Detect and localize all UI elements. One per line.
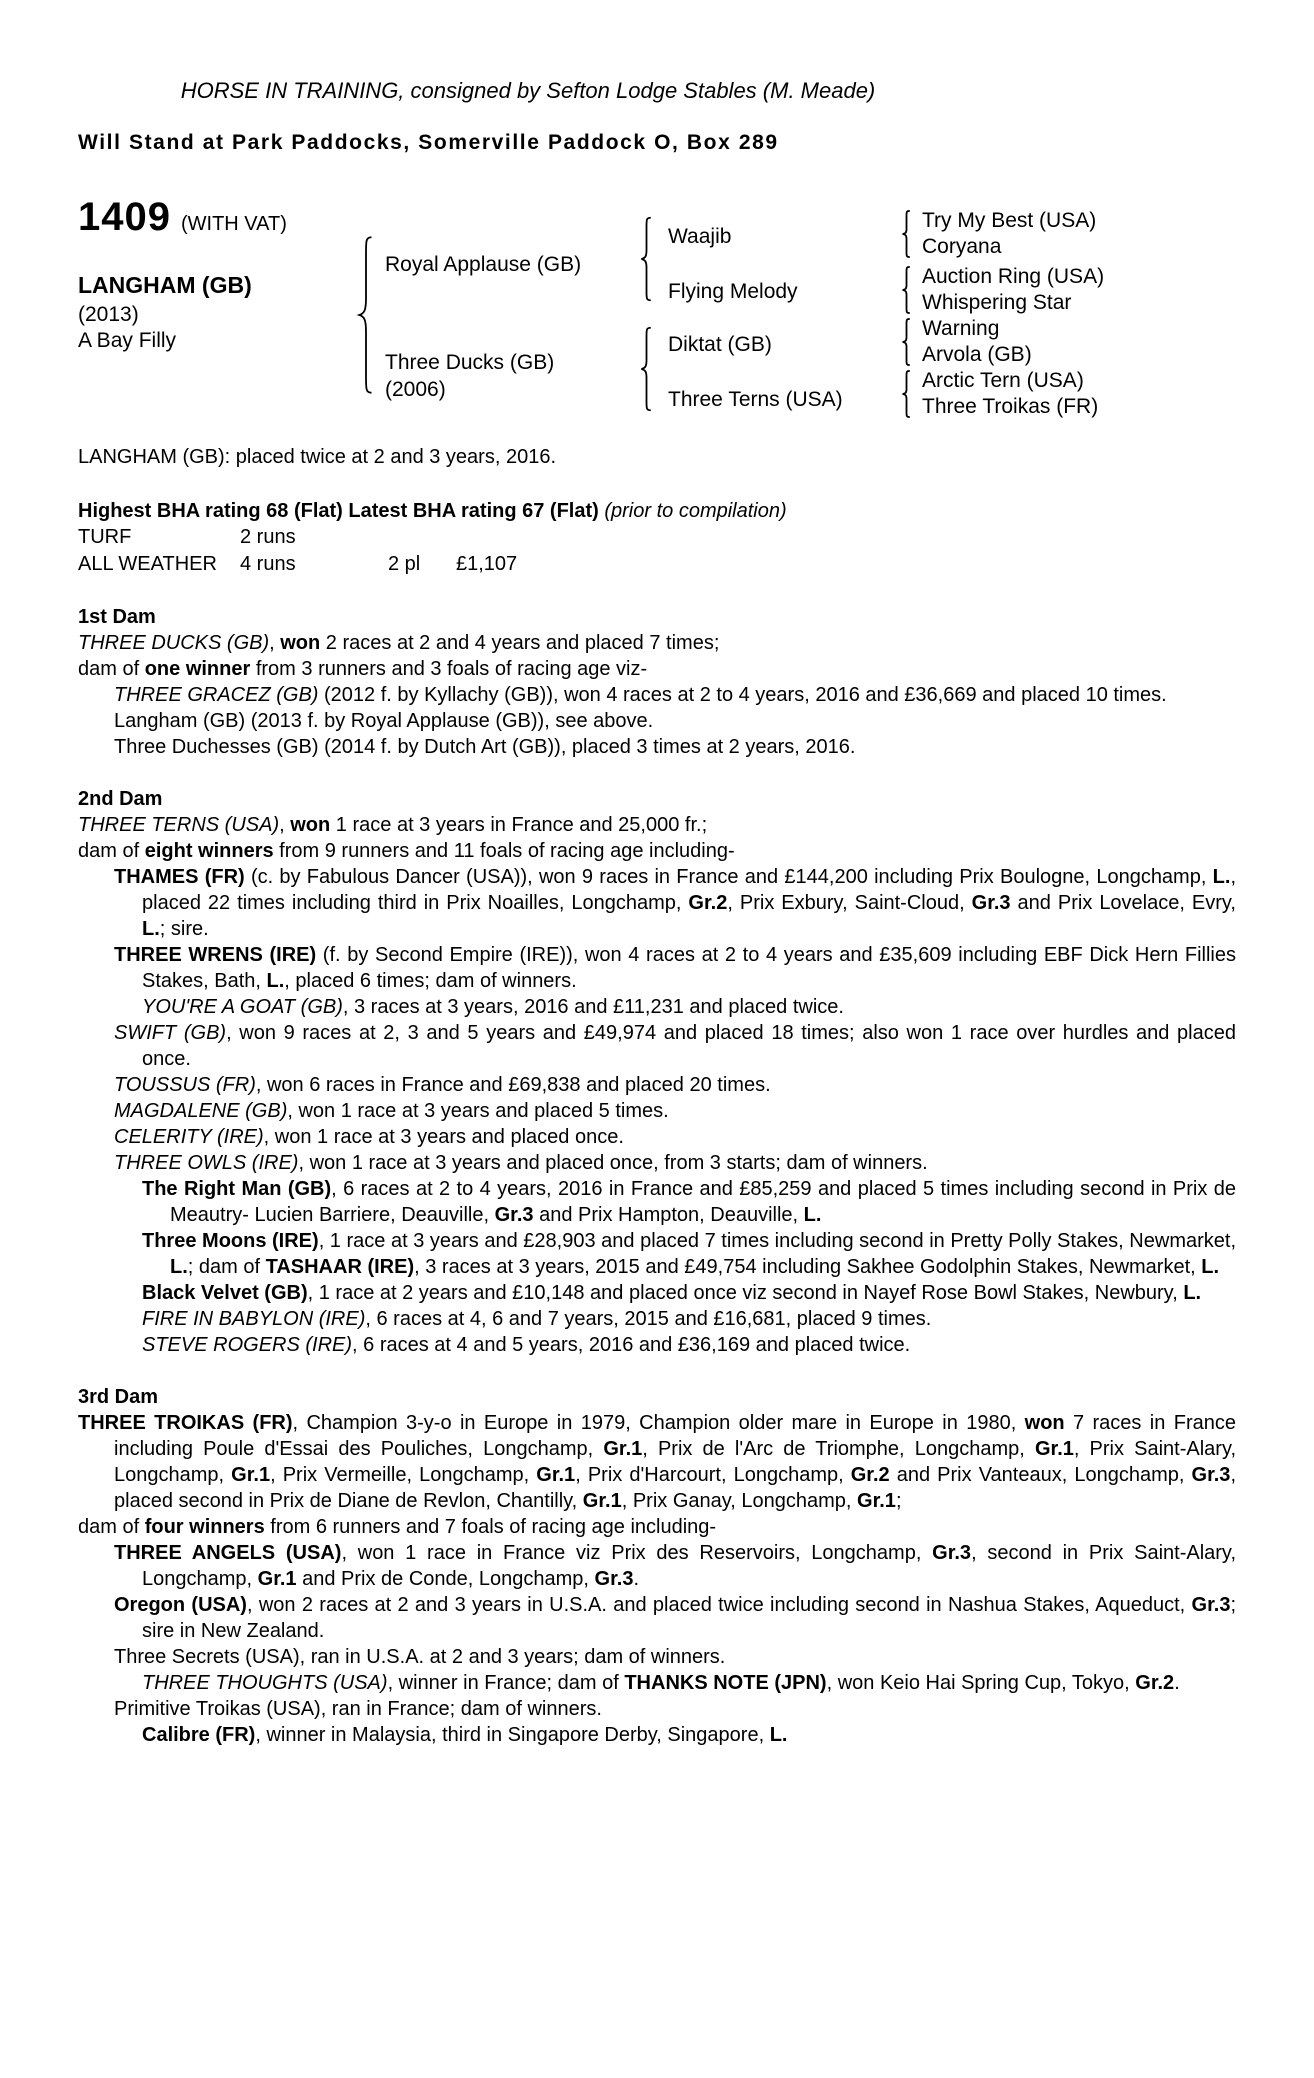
text-segment: THAMES (FR) [114,866,245,888]
earnings-value [456,524,1236,551]
text-segment: Three Duchesses (GB) (2014 f. by Dutch Art (GB)), placed 3 times at 2 years, 2016. [114,736,856,758]
pedigree-tree [78,194,1236,432]
text-segment: TASHAAR (IRE) [265,1256,415,1278]
pedigree-brace-icon [900,266,913,314]
text-segment: , 1 race at 2 years and £10,148 and placed once viz second in Nayef Rose Bowl Stakes, Newbury, [307,1282,1184,1304]
vat-note: (WITH VAT) [180,213,287,235]
text-segment: ; dam of [187,1256,266,1278]
text-segment: Highest BHA rating 68 (Flat) Latest BHA rating 67 (Flat) [78,500,599,522]
dam-sire-name: Diktat (GB) [668,333,772,356]
text-segment: (f. by Second Empire (IRE)), won 4 races at 2 to 4 years and £35,609 including EBF Dick Hern Fillies Stakes, Bath, [142,944,1236,992]
text-segment: from 9 runners and 11 foals of racing age including- [273,840,735,862]
pedigree-paragraph [78,1020,1236,1072]
bha-rating-line [78,498,1236,524]
text-segment: Gr.3 [494,1204,534,1226]
text-segment: dam of [78,840,145,862]
text-segment: (2012 f. by Kyllachy (GB)), won 4 races at 2 to 4 years, 2016 and £36,669 and placed 10 times. [318,684,1167,706]
text-segment: , won 1 race at 3 years and placed once, from 3 starts; dam of winners. [298,1152,928,1174]
dam-year: (2006) [385,378,446,401]
stand-location-line: Will Stand at Park Paddocks, Somerville Paddock O, Box 289 [78,131,779,154]
text-segment: , Champion 3-y-o in Europe in 1979, Champion older mare in Europe in 1980, [292,1412,1025,1434]
text-segment: L. [1212,866,1231,888]
ancestor-name: Arctic Tern (USA) [922,369,1084,392]
text-segment: , won 1 race at 3 years and placed once. [263,1126,624,1148]
text-segment: from 6 runners and 7 foals of racing age including- [264,1516,717,1538]
pedigree-paragraph [78,734,1236,760]
text-segment: L. [769,1724,788,1746]
pedigree-paragraph [78,1306,1236,1332]
pedigree-paragraph [78,864,1236,942]
horse-description: A Bay Filly [78,329,177,352]
text-segment: , 3 races at 3 years, 2015 and £49,754 including Sakhee Godolphin Stakes, Newmarket, [414,1256,1202,1278]
ancestor-name: Auction Ring (USA) [922,265,1105,288]
pedigree-paragraph [78,1228,1236,1280]
text-segment: , Prix d'Harcourt, Longchamp, [575,1464,851,1486]
horse-name: LANGHAM (GB) [78,272,252,298]
text-segment: L. [1183,1282,1202,1304]
sire-sire-name: Waajib [668,225,732,248]
text-segment: L. [803,1204,822,1226]
text-segment: STEVE ROGERS (IRE) [142,1334,353,1356]
text-segment: . [1174,1672,1180,1694]
text-segment: , won 1 race at 3 years and placed 5 times. [287,1100,669,1122]
text-segment: SWIFT (GB) [114,1022,227,1044]
text-segment: , placed 22 times including third in Prix Noailles, Longchamp, [142,866,1236,914]
text-segment: Three Secrets (USA), ran in U.S.A. at 2 and 3 years; dam of winners. [114,1646,726,1668]
runs-value: 2 runs [240,526,296,548]
text-segment: MAGDALENE (GB) [114,1100,288,1122]
text-segment: . [633,1568,640,1590]
text-segment: THREE THOUGHTS (USA) [142,1672,388,1694]
text-segment: , winner in Malaysia, third in Singapore Derby, Singapore, [255,1724,770,1746]
pedigree-brace-icon [900,370,913,418]
section-heading: 1st Dam [78,606,156,628]
text-segment: , 6 races at 4, 6 and 7 years, 2015 and £16,681, placed 9 times. [365,1308,932,1330]
surface-label: ALL WEATHER [78,553,217,575]
text-segment: , won 6 races in France and £69,838 and placed 20 times. [255,1074,771,1096]
text-segment: Gr.1 [1034,1438,1074,1460]
pedigree-brace-icon [355,234,377,396]
runs-value: 4 runs [240,553,296,575]
pedigree-paragraph [78,656,1236,682]
text-segment: 1 race at 3 years in France and 25,000 fr.; [330,814,708,836]
text-segment: Gr.1 [257,1568,297,1590]
text-segment: FIRE IN BABYLON (IRE) [142,1308,366,1330]
places-value: 2 pl [388,553,421,575]
dam-sections [78,604,1236,1748]
text-segment: , 6 races at 2 to 4 years, 2016 in France and £85,259 and placed 5 times including second in Prix de Meautry- Lucien Barriere, Deauville, [170,1178,1237,1226]
text-segment: from 3 runners and 3 foals of racing age viz- [250,658,648,680]
pedigree-paragraph [78,1670,1236,1696]
text-segment: , Prix Vermeille, Longchamp, [270,1464,537,1486]
pedigree-paragraph [78,1072,1236,1098]
text-segment: Gr.2 [1135,1672,1175,1694]
places-value [388,524,456,551]
text-segment: , Prix de l'Arc de Triomphe, Longchamp, [642,1438,1035,1460]
pedigree-paragraph [78,1722,1236,1748]
text-segment: dam of [78,1516,145,1538]
text-segment: won [1024,1412,1065,1434]
text-segment: , Prix Exbury, Saint-Cloud, [727,892,972,914]
text-segment: , 1 race at 3 years and £28,903 and placed 7 times including second in Pretty Polly Stakes, Newmarket, [318,1230,1236,1252]
text-segment: 2 races at 2 and 4 years and placed 7 times; [320,632,720,654]
text-segment: Three Moons (IRE) [142,1230,319,1252]
text-segment: , won Keio Hai Spring Cup, Tokyo, [826,1672,1136,1694]
text-segment: Gr.1 [536,1464,576,1486]
text-segment: L. [266,970,285,992]
section-heading: 2nd Dam [78,788,163,810]
text-segment: THREE GRACEZ (GB) [114,684,319,706]
sire-name: Royal Applause (GB) [385,253,582,276]
record-row-all-weather [78,551,1236,578]
pedigree-paragraph [78,1696,1236,1722]
text-segment: ; sire in New Zealand. [142,1594,1237,1642]
text-segment: Gr.1 [857,1490,896,1512]
earnings-value: £1,107 [456,553,518,575]
text-segment: THREE WRENS (IRE) [114,944,317,966]
text-segment: (c. by Fabulous Dancer (USA)), won 9 races in France and £144,200 including Prix Boulogne, Longchamp, [244,866,1213,888]
sire-dam-name: Flying Melody [668,280,798,303]
text-segment: THREE TROIKAS (FR) [78,1412,293,1434]
text-segment: , won 2 races at 2 and 3 years in U.S.A. and placed twice including second in Nashua Stakes, Aqueduct, [246,1594,1192,1616]
ancestor-name: Three Troikas (FR) [922,395,1099,418]
text-segment: 7 races in France including Poule d'Essai des Pouliches, Longchamp, [114,1412,1236,1460]
text-segment: (prior to compilation) [598,500,787,522]
pedigree-paragraph [78,1644,1236,1670]
record-row-turf [78,524,1236,551]
pedigree-paragraph [78,1176,1236,1228]
text-segment: and Prix Vanteaux, Longchamp, [889,1464,1192,1486]
ancestor-name: Try My Best (USA) [922,209,1097,232]
text-segment: one winner [144,658,251,680]
pedigree-paragraph [78,1410,1236,1514]
text-segment: The Right Man (GB) [142,1178,332,1200]
text-segment: , won 9 races at 2, 3 and 5 years and £49,974 and placed 18 times; also won 1 race over hurdles and placed once. [142,1022,1236,1070]
text-segment: THREE ANGELS (USA) [114,1542,342,1564]
pedigree-brace-icon [638,216,655,302]
text-segment: and Prix Lovelace, Evry, [1010,892,1236,914]
text-segment: THREE OWLS (IRE) [114,1152,299,1174]
text-segment: Gr.2 [850,1464,890,1486]
text-segment: Oregon (USA) [114,1594,247,1616]
text-segment: Gr.1 [582,1490,622,1512]
text-segment: , placed 6 times; dam of winners. [284,970,577,992]
consignor-title: HORSE IN TRAINING, consigned by Sefton Lodge Stables (M. Meade) [180,78,876,103]
text-segment: Gr.1 [603,1438,643,1460]
pedigree-paragraph [78,1332,1236,1358]
text-segment: CELERITY (IRE) [114,1126,264,1148]
text-segment: and Prix Hampton, Deauville, [533,1204,804,1226]
ancestor-name: Warning [922,317,1000,340]
text-segment: and Prix de Conde, Longchamp, [296,1568,595,1590]
race-record-table [78,524,1236,578]
race-record-summary: LANGHAM (GB): placed twice at 2 and 3 years, 2016. [78,446,556,468]
dam-dam-name: Three Terns (USA) [668,388,843,411]
ancestor-name: Whispering Star [922,291,1072,314]
text-segment: Primitive Troikas (USA), ran in France; dam of winners. [114,1698,602,1720]
section-heading: 3rd Dam [78,1386,159,1408]
text-segment: won [290,814,331,836]
pedigree-paragraph [78,994,1236,1020]
text-segment: Gr.3 [1191,1464,1231,1486]
pedigree-paragraph [78,1124,1236,1150]
pedigree-paragraph [78,1514,1236,1540]
text-segment: , Prix Ganay, Longchamp, [621,1490,858,1512]
pedigree-paragraph [78,682,1236,708]
pedigree-paragraph [78,1540,1236,1592]
lot-number: 1409 [78,195,171,239]
text-segment: Gr.3 [594,1568,634,1590]
text-segment: L. [142,918,160,940]
pedigree-paragraph [78,708,1236,734]
text-segment: Black Velvet (GB) [142,1282,308,1304]
pedigree-paragraph [78,1098,1236,1124]
text-segment: , placed second in Prix de Diane de Revlon, Chantilly, [114,1464,1236,1512]
text-segment: dam of [78,658,145,680]
text-segment: , 6 races at 4 and 5 years, 2016 and £36,169 and placed twice. [352,1334,911,1356]
pedigree-brace-icon [900,318,913,366]
text-segment: , Prix Saint-Alary, Longchamp, [114,1438,1237,1486]
text-segment: THREE DUCKS (GB) [78,632,270,654]
text-segment: , 3 races at 3 years, 2016 and £11,231 and placed twice. [342,996,844,1018]
foaling-year: (2013) [78,303,139,326]
text-segment: , [269,632,281,654]
text-segment: , winner in France; dam of [387,1672,625,1694]
text-segment: Gr.3 [1191,1594,1231,1616]
surface-label: TURF [78,526,132,548]
pedigree-paragraph [78,1280,1236,1306]
pedigree-paragraph [78,1150,1236,1176]
text-segment: four winners [144,1516,265,1538]
ancestor-name: Arvola (GB) [922,343,1032,366]
text-segment: L. [170,1256,188,1278]
text-segment: Gr.3 [932,1542,972,1564]
ancestor-name: Coryana [922,235,1002,258]
text-segment: ; [895,1490,902,1512]
pedigree-paragraph [78,812,1236,838]
text-segment: ; sire. [159,918,209,940]
text-segment: L. [1201,1256,1220,1278]
text-segment: , won 1 race in France viz Prix des Reservoirs, Longchamp, [341,1542,933,1564]
pedigree-brace-icon [638,326,655,412]
text-segment: , [279,814,291,836]
text-segment: Gr.2 [688,892,728,914]
text-segment: Gr.1 [231,1464,271,1486]
pedigree-paragraph [78,1592,1236,1644]
pedigree-paragraph [78,942,1236,994]
pedigree-paragraph [78,630,1236,656]
text-segment: TOUSSUS (FR) [114,1074,256,1096]
text-segment: THANKS NOTE (JPN) [624,1672,827,1694]
text-segment: YOU'RE A GOAT (GB) [142,996,343,1018]
text-segment: Langham (GB) (2013 f. by Royal Applause (GB)), see above. [114,710,654,732]
text-segment: won [280,632,321,654]
dam-name: Three Ducks (GB) [385,351,555,374]
text-segment: , second in Prix Saint-Alary, Longchamp, [142,1542,1237,1590]
text-segment: Gr.3 [971,892,1011,914]
text-segment: Calibre (FR) [142,1724,256,1746]
catalogue-page [0,78,1314,2078]
pedigree-paragraph [78,838,1236,864]
text-segment: THREE TERNS (USA) [78,814,280,836]
lot-number-line [78,195,287,239]
text-segment: eight winners [144,840,274,862]
pedigree-brace-icon [900,210,913,258]
